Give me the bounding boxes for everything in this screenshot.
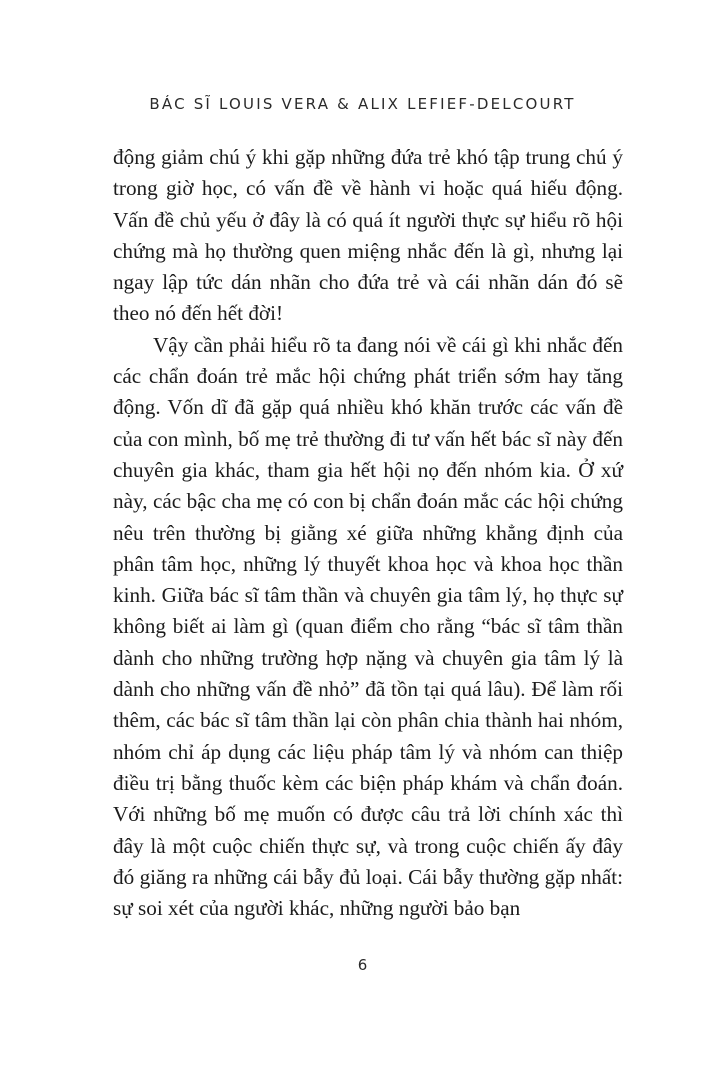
body-text bbox=[113, 142, 623, 924]
page-number: 6 bbox=[357, 956, 368, 974]
paragraph: Vậy cần phải hiểu rõ ta đang nói về cái gì khi nhắc đến các chẩn đoán trẻ mắc hội chứng phát triển sớm hay tăng động. Vốn dĩ đã gặp quá nhiều khó khăn trước các vấn đề của con mình, bố mẹ trẻ thường đi tư vấn hết bác sĩ này đến chuyên gia khác, tham gia hết hội nọ đến nhóm kia. Ở xứ này, các bậc cha mẹ có con bị chẩn đoán mắc các hội chứng nêu trên thường bị giằng xé giữa những khẳng định của phân tâm học, những lý thuyết khoa học và khoa học thần kinh. Giữa bác sĩ tâm thần và chuyên gia tâm lý, họ thực sự không biết ai làm gì (quan điểm cho rằng “bác sĩ tâm thần dành cho những trường hợp nặng và chuyên gia tâm lý là dành cho những vấn đề nhỏ” đã tồn tại quá lâu). Để làm rối thêm, các bác sĩ tâm thần lại còn phân chia thành hai nhóm, nhóm chỉ áp dụng các liệu pháp tâm lý và nhóm can thiệp điều trị bằng thuốc kèm các biện pháp khám và chẩn đoán. Với những bố mẹ muốn có được câu trả lời chính xác thì đây là một cuộc chiến thực sự, và trong cuộc chiến ấy đây đó giăng ra những cái bẫy đủ loại. Cái bẫy thường gặp nhất: sự soi xét của người khác, những người bảo bạn bbox=[113, 332, 623, 921]
paragraph-continued: động giảm chú ý khi gặp những đứa trẻ khó tập trung chú ý trong giờ học, có vấn đề về hành vi hoặc quá hiếu động. Vấn đề chủ yếu ở đây là có quá ít người thực sự hiểu rõ hội chứng mà họ thường quen miệng nhắc đến là gì, nhưng lại ngay lập tức dán nhãn cho đứa trẻ và cái nhãn dán đó sẽ theo nó đến hết đời! bbox=[113, 145, 623, 326]
running-header: BÁC SĨ LOUIS VERA & ALIX LEFIEF-DELCOURT bbox=[149, 95, 576, 113]
